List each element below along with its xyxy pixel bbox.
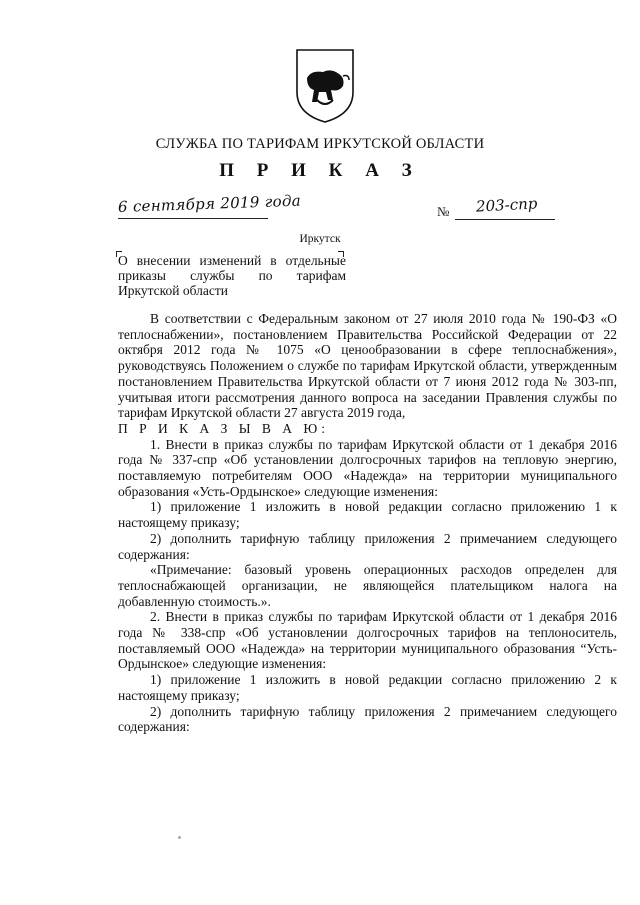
city-name: Иркутск [299,233,341,245]
item-1-note: «Примечание: базовый уровень операционных расходов определен для теплоснабжающей организации, не являющейся плательщиком налога на добавленную стоимость.». [118,562,617,609]
order-body [118,311,617,735]
handwritten-number: 203-спр [475,194,538,216]
irkutsk-coat-of-arms-icon [293,48,357,124]
number-label: № [437,204,450,219]
order-subject: О внесении изменений в отдельные приказы службы по тарифам Иркутской области [118,253,346,298]
item-1: 1. Внести в приказ службы по тарифам Иркутской области от 1 декабря 2016 года № 337-спр «Об установлении долгосрочных тарифов на тепловую энергию, поставляемую потребителям ООО «Надежда» на территории муниципального образования «Усть-Ордынское» следующие изменения: [118,436,617,499]
item-1-subitem-1: 1) приложение 1 изложить в новой редакции согласно приложению 1 к настоящему приказу; [118,499,617,531]
date-underline [118,218,268,219]
item-1-subitem-2: 2) дополнить тарифную таблицу приложения 2 примечанием следующего содержания: [118,530,617,562]
agency-name: СЛУЖБА ПО ТАРИФАМ ИРКУТСКОЙ ОБЛАСТИ [155,136,485,152]
item-2-subitem-2: 2) дополнить тарифную таблицу приложения 2 примечанием следующего содержания: [118,703,617,735]
document-type-title: П Р И К А З [219,160,421,181]
scan-smudge [178,836,181,839]
handwritten-date: 6 сентября 2019 года [117,191,302,216]
preamble-paragraph: В соответствии с Федеральным законом от 27 июля 2010 года № 190-ФЗ «О теплоснабжении», постановлением Правительства Российской Федерации от 22 октября 2012 года № 1075 «О ценообразовании в сфере теплоснабжения», руководствуясь Положением о службе по тарифам Иркутской области, утвержденным постановлением Правительства Иркутской области от 7 июня 2012 года № 303-пп, учитывая итоги рассмотрения данного вопроса на заседании Правления службы по тарифам Иркутской области 27 августа 2019 года, [118,311,617,421]
number-underline [455,219,555,220]
order-word: П Р И К А З Ы В А Ю: [118,420,330,436]
item-2-subitem-1: 1) приложение 1 изложить в новой редакции согласно приложению 2 к настоящему приказу; [118,672,617,703]
item-2: 2. Внести в приказ службы по тарифам Иркутской области от 1 декабря 2016 года № 338-спр «Об установлении долгосрочных тарифов на теплоноситель, поставляемый ООО «Надежда» на территории муниципального образования “Усть-Ордынское» следующие изменения: [118,609,617,672]
